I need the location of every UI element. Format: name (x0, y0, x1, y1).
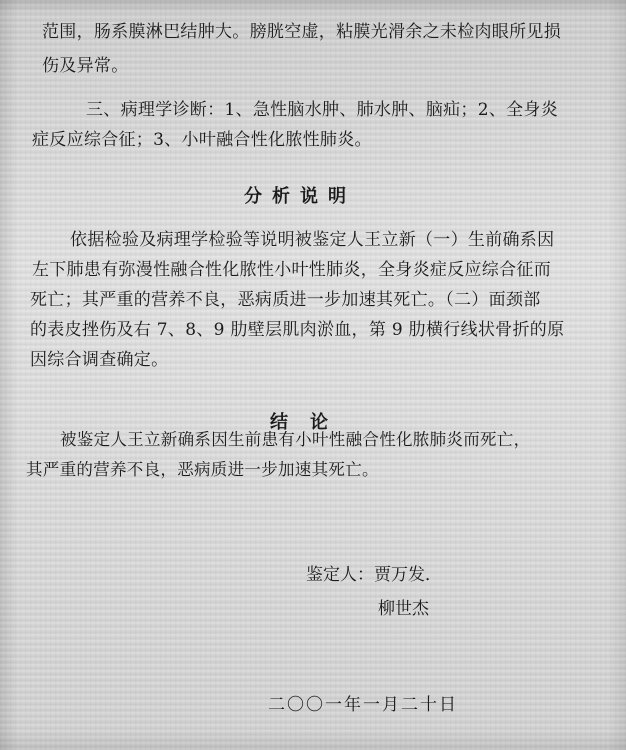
pathology-line-1: 三、病理学诊断：1、急性脑水肿、肺水肿、脑疝；2、全身炎 (86, 100, 559, 120)
findings-line-1: 范围，肠系膜淋巴结肿大。膀胱空虚，粘膜光滑余之未检肉眼所见损 (42, 22, 561, 42)
bottom-shadow (0, 730, 626, 750)
top-shadow (0, 0, 626, 14)
findings-line-2: 伤及异常。 (42, 56, 129, 76)
document-date: 二〇〇一年一月二十日 (268, 695, 458, 715)
conclusion-line-1: 被鉴定人王立新确系因生前患有小叶性融合性化脓肺炎而死亡， (60, 430, 531, 449)
pathology-line-2: 症反应综合征；3、小叶融合性化脓性肺炎。 (32, 130, 372, 150)
left-shadow (0, 0, 18, 750)
conclusion-heading: 结论 (270, 412, 350, 433)
analysis-line-1: 依据检验及病理学检验等说明被鉴定人王立新（一）生前确系因 (70, 230, 555, 250)
analysis-line-4: 的表皮挫伤及右 7、8、9 肋壁层肌肉淤血，第 9 肋横行线状骨折的原 (30, 320, 565, 340)
appraiser-label: 鉴定人：贾万发． (306, 565, 442, 585)
analysis-line-3: 死亡；其严重的营养不良，恶病质进一步加速其死亡。（二）面颈部 (30, 290, 541, 310)
analysis-line-5: 因综合调查确定。 (30, 350, 169, 370)
analysis-line-2: 左下肺患有弥漫性融合性化脓性小叶性肺炎，全身炎症反应综合征而 (32, 260, 551, 280)
right-shadow (608, 0, 626, 750)
conclusion-line-2: 其严重的营养不良，恶病质进一步加速其死亡。 (26, 460, 379, 479)
analysis-heading: 分析说明 (244, 186, 356, 207)
appraiser-second-name: 柳世杰 (378, 599, 429, 619)
